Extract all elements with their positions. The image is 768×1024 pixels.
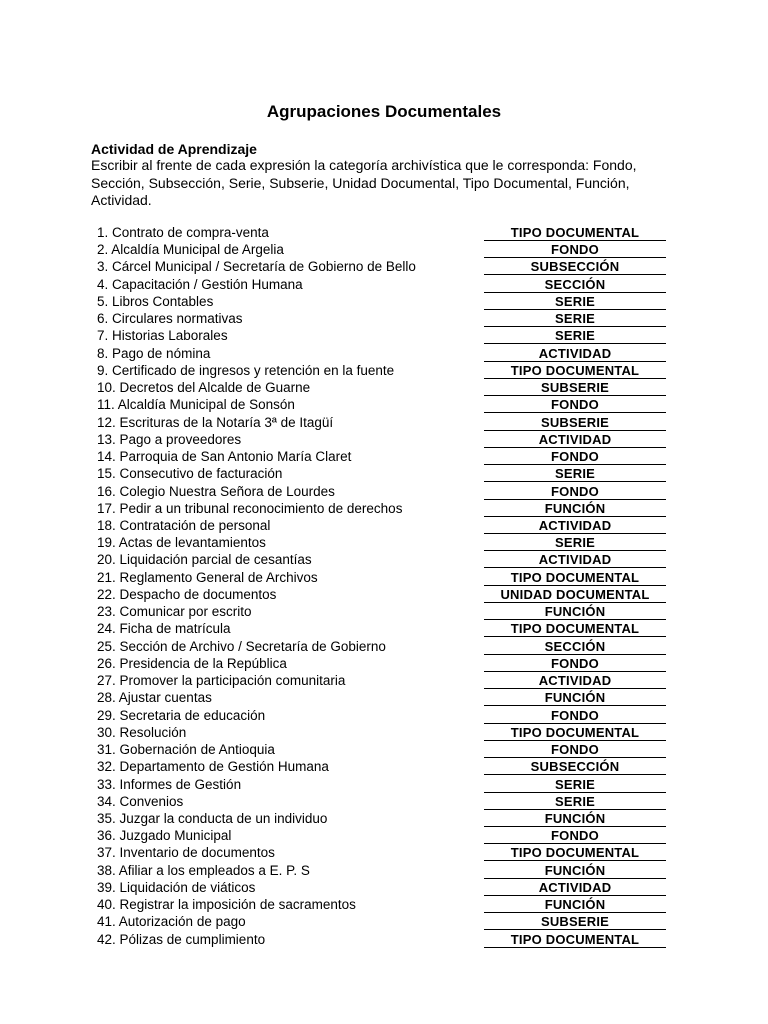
- activity-heading: Actividad de Aprendizaje: [91, 141, 257, 157]
- item-answer: FONDO: [484, 827, 666, 844]
- item-text: 29. Secretaria de educación: [97, 707, 266, 723]
- item-answer: FONDO: [484, 741, 666, 758]
- item-text: 28. Ajustar cuentas: [97, 690, 212, 706]
- list-item: [0, 844, 768, 861]
- list-item: [0, 483, 768, 500]
- item-answer: UNIDAD DOCUMENTAL: [484, 586, 666, 603]
- item-answer: SUBSERIE: [484, 414, 666, 431]
- list-item: [0, 793, 768, 810]
- list-item: [0, 620, 768, 637]
- item-text: 12. Escrituras de la Notaría 3ª de Itagüí: [97, 414, 334, 430]
- item-answer: TIPO DOCUMENTAL: [484, 724, 666, 741]
- item-text: 32. Departamento de Gestión Humana: [97, 759, 329, 775]
- item-text: 19. Actas de levantamientos: [97, 535, 266, 551]
- item-text: 8. Pago de nómina: [97, 345, 211, 361]
- list-item: [0, 931, 768, 948]
- item-text: 3. Cárcel Municipal / Secretaría de Gobierno de Bello: [97, 259, 416, 275]
- item-answer: TIPO DOCUMENTAL: [484, 362, 666, 379]
- item-text: 40. Registrar la imposición de sacramentos: [97, 897, 356, 913]
- item-answer: ACTIVIDAD: [484, 672, 666, 689]
- item-answer: SERIE: [484, 793, 666, 810]
- item-answer: SUBSERIE: [484, 379, 666, 396]
- item-answer: ACTIVIDAD: [484, 431, 666, 448]
- item-answer: FUNCIÓN: [484, 603, 666, 620]
- item-text: 13. Pago a proveedores: [97, 431, 242, 447]
- item-answer: FONDO: [484, 396, 666, 413]
- item-text: 21. Reglamento General de Archivos: [97, 569, 318, 585]
- list-item: [0, 224, 768, 241]
- list-item: [0, 862, 768, 879]
- item-text: 25. Sección de Archivo / Secretaría de Gobierno: [97, 638, 386, 654]
- item-answer: FUNCIÓN: [484, 862, 666, 879]
- item-answer: SUBSERIE: [484, 913, 666, 930]
- item-text: 42. Pólizas de cumplimiento: [97, 931, 266, 947]
- list-item: [0, 827, 768, 844]
- list-item: [0, 586, 768, 603]
- list-item: [0, 655, 768, 672]
- item-answer: FONDO: [484, 655, 666, 672]
- list-item: [0, 431, 768, 448]
- list-item: [0, 896, 768, 913]
- item-text: 24. Ficha de matrícula: [97, 621, 231, 637]
- item-answer: SUBSECCIÓN: [484, 758, 666, 775]
- item-answer: TIPO DOCUMENTAL: [484, 620, 666, 637]
- item-text: 41. Autorización de pago: [97, 914, 246, 930]
- list-item: [0, 913, 768, 930]
- list-item: [0, 638, 768, 655]
- item-text: 14. Parroquia de San Antonio María Claret: [97, 449, 352, 465]
- list-item: [0, 689, 768, 706]
- list-item: [0, 879, 768, 896]
- item-answer: FONDO: [484, 241, 666, 258]
- item-text: 22. Despacho de documentos: [97, 586, 277, 602]
- list-item: [0, 724, 768, 741]
- item-text: 33. Informes de Gestión: [97, 776, 242, 792]
- list-item: [0, 448, 768, 465]
- list-item: [0, 414, 768, 431]
- list-item: [0, 362, 768, 379]
- item-text: 26. Presidencia de la República: [97, 655, 287, 671]
- item-answer: SECCIÓN: [484, 638, 666, 655]
- item-text: 23. Comunicar por escrito: [97, 604, 252, 620]
- item-answer: TIPO DOCUMENTAL: [484, 931, 666, 948]
- item-text: 17. Pedir a un tribunal reconocimiento de derechos: [97, 500, 403, 516]
- item-answer: TIPO DOCUMENTAL: [484, 844, 666, 861]
- item-text: 16. Colegio Nuestra Señora de Lourdes: [97, 483, 335, 499]
- list-item: [0, 276, 768, 293]
- item-text: 20. Liquidación parcial de cesantías: [97, 552, 312, 568]
- list-item: [0, 396, 768, 413]
- document-title: Agrupaciones Documentales: [266, 102, 502, 121]
- item-answer: SERIE: [484, 534, 666, 551]
- item-text: 10. Decretos del Alcalde de Guarne: [97, 380, 311, 396]
- list-item: [0, 379, 768, 396]
- item-list: [0, 224, 768, 948]
- list-item: [0, 551, 768, 568]
- item-text: 11. Alcaldía Municipal de Sonsón: [97, 397, 295, 413]
- item-answer: SERIE: [484, 310, 666, 327]
- item-answer: SERIE: [484, 776, 666, 793]
- list-item: [0, 327, 768, 344]
- list-item: [0, 603, 768, 620]
- item-text: 18. Contratación de personal: [97, 517, 271, 533]
- item-answer: ACTIVIDAD: [484, 517, 666, 534]
- item-answer: FONDO: [484, 448, 666, 465]
- list-item: [0, 241, 768, 258]
- item-answer: FUNCIÓN: [484, 500, 666, 517]
- item-text: 27. Promover la participación comunitaria: [97, 673, 346, 689]
- list-item: [0, 758, 768, 775]
- item-text: 39. Liquidación de viáticos: [97, 879, 256, 895]
- list-item: [0, 707, 768, 724]
- list-item: [0, 569, 768, 586]
- item-answer: SERIE: [484, 465, 666, 482]
- item-text: 4. Capacitación / Gestión Humana: [97, 276, 303, 292]
- item-text: 6. Circulares normativas: [97, 311, 243, 327]
- item-answer: ACTIVIDAD: [484, 551, 666, 568]
- list-item: [0, 310, 768, 327]
- list-item: [0, 672, 768, 689]
- item-text: 35. Juzgar la conducta de un individuo: [97, 810, 328, 826]
- list-item: [0, 810, 768, 827]
- list-item: [0, 517, 768, 534]
- item-answer: ACTIVIDAD: [484, 345, 666, 362]
- list-item: [0, 293, 768, 310]
- list-item: [0, 741, 768, 758]
- list-item: [0, 258, 768, 275]
- item-answer: TIPO DOCUMENTAL: [484, 224, 666, 241]
- instructions-text: Escribir al frente de cada expresión la categoría archivística que le corresponda: Fondo, Sección, Subsección, Serie, Subserie, Unidad Documental, Tipo Documental, Función, Actividad.: [91, 157, 637, 208]
- list-item: [0, 534, 768, 551]
- item-text: 36. Juzgado Municipal: [97, 828, 232, 844]
- item-answer: SECCIÓN: [484, 276, 666, 293]
- item-answer: SUBSECCIÓN: [484, 258, 666, 275]
- list-item: [0, 500, 768, 517]
- item-answer: FUNCIÓN: [484, 689, 666, 706]
- item-text: 30. Resolución: [97, 724, 187, 740]
- item-answer: FONDO: [484, 483, 666, 500]
- item-text: 5. Libros Contables: [97, 293, 214, 309]
- item-text: 31. Gobernación de Antioquia: [97, 742, 275, 758]
- item-text: 37. Inventario de documentos: [97, 845, 275, 861]
- item-answer: FUNCIÓN: [484, 896, 666, 913]
- item-text: 15. Consecutivo de facturación: [97, 466, 283, 482]
- item-answer: SERIE: [484, 293, 666, 310]
- item-text: 7. Historias Laborales: [97, 328, 228, 344]
- item-answer: TIPO DOCUMENTAL: [484, 569, 666, 586]
- item-answer: ACTIVIDAD: [484, 879, 666, 896]
- item-text: 34. Convenios: [97, 793, 184, 809]
- item-answer: FONDO: [484, 707, 666, 724]
- list-item: [0, 465, 768, 482]
- item-answer: FUNCIÓN: [484, 810, 666, 827]
- item-text: 9. Certificado de ingresos y retención en la fuente: [97, 362, 395, 378]
- list-item: [0, 345, 768, 362]
- item-text: 1. Contrato de compra-venta: [97, 225, 269, 240]
- list-item: [0, 776, 768, 793]
- item-text: 2. Alcaldía Municipal de Argelia: [97, 242, 284, 258]
- item-answer: SERIE: [484, 327, 666, 344]
- item-text: 38. Afiliar a los empleados a E. P. S: [97, 862, 310, 878]
